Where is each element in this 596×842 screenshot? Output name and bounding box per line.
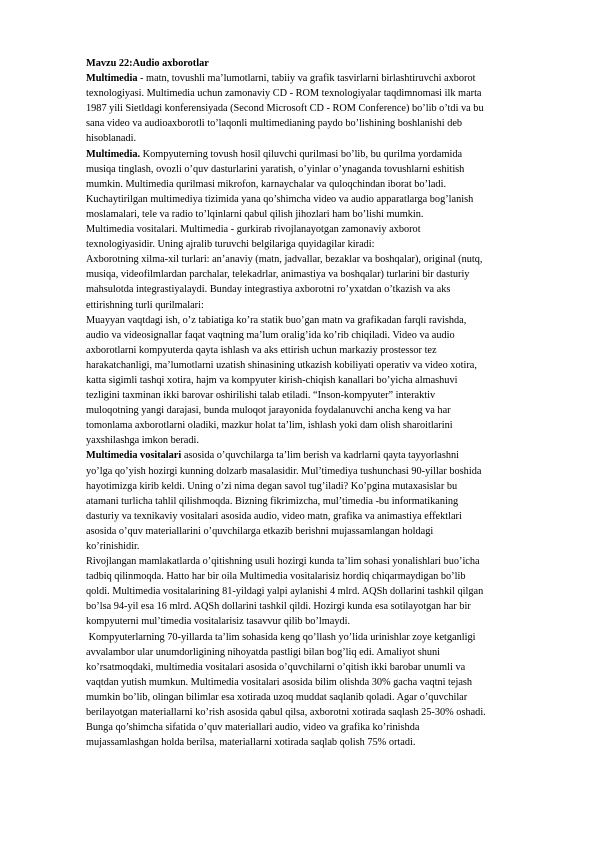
text-line: mujassamlashgan holda berilsa, materiallarni xotirada saqlab qolish 75% ortadi. bbox=[86, 737, 416, 749]
paragraph-3 bbox=[86, 222, 532, 252]
paragraph-5 bbox=[86, 313, 532, 449]
paragraph-2 bbox=[86, 147, 532, 222]
paragraph-1 bbox=[86, 71, 532, 146]
text-line: hisoblanadi. bbox=[86, 133, 137, 145]
text-line: Axborotning xilma-xil turlari: an’anaviy (matn, jadvallar, bezaklar va boshqalar), original (nutq, bbox=[86, 254, 483, 266]
text-line: tadbiq qilinmoqda. Hatto har bir oila Multimedia vositalarisiz hordiq chiqarmaydigan bo’lib bbox=[86, 571, 466, 583]
text-line: qoldi. Multimedia vositalarining 81-yildagi yalpi aylanishi 4 mlrd. AQSh dollarini tashkil qilgan bbox=[86, 586, 484, 598]
text-line: moslamalari, tele va radio to’lqinlarni qabul qilish jihozlari ham bo’lishi mumkin. bbox=[86, 208, 424, 220]
text-line: dasturiy va texnikaviy vositalari asosida audio, video matn, grafika va animastiya effektlari bbox=[86, 510, 462, 522]
text-line: asosida o’quv materiallarini o’quvchilarga etkazib berishni mujassamlangan holdagi bbox=[86, 525, 434, 537]
paragraph-4 bbox=[86, 252, 532, 312]
text-line: Kompyuterlarning 70-yillarda ta’lim sohasida keng qo’llash yo’lida urinishlar zoye ketganligi bbox=[86, 631, 476, 643]
term-multimedia: Multimedia bbox=[86, 73, 138, 85]
paragraph-6 bbox=[86, 448, 532, 554]
text-line: texnologiyasidir. Uning ajralib turuvchi belgilariga quyidagilar kiradi: bbox=[86, 239, 375, 251]
text-line: avvalambor ular unumdorligining nihoyatda pastligi bilan bog’liq edi. Amaliyot shuni bbox=[86, 646, 441, 658]
text-line: mumkin. Multimedia qurilmasi mikrofon, karnaychalar va quloqchindan iborat bo’ladi. bbox=[86, 178, 447, 190]
text-line: harakatchanligi, ma’lumotlarni uzatish shinasining utkazish kobiliyati operativ va video xotira, bbox=[86, 359, 477, 371]
text-line: 1987 yili Sietldagi konferensiyada (Second Microsoft CD - ROM Conference) bo’lib o’tdi va bu bbox=[86, 103, 484, 115]
text-line: axborotlarni kompyuterda qayta ishlash va aks ettirish uchun markaziy prostessor tez bbox=[86, 344, 437, 356]
text-line: mumkin bo’lib, olingan bilimlar esa xotirada uzoq muddat saqlanib qoladi. Agar o’quvchilar bbox=[86, 691, 468, 703]
text-line: Kuchaytirilgan multimediya tizimida yana qo’shimcha video va audio apparatlarga bog’lanish bbox=[86, 193, 474, 205]
text-line: musiqa, videofilmlardan parchalar, telekadrlar, animastiya va boshqalar) turlarini bir dasturiy bbox=[86, 269, 470, 281]
text-line: ettirishning turli qurilmalari: bbox=[86, 299, 204, 311]
text-line: musiqa tinglash, ovozli o’quv dasturlarini yaratish, o’yinlar o’ynaganda tovushlarni eshitish bbox=[86, 163, 465, 175]
text-line: yo’lga qo’yish hozirgi kunning dolzarb masalasidir. Mul’timediya tushunchasi 90-yillar boshida bbox=[86, 465, 482, 477]
text-line: - matn, tovushli ma’lumotlarni, tabiiy va grafik tasvirlarni birlashtiruvchi axborot bbox=[137, 73, 476, 85]
paragraph-8 bbox=[86, 630, 532, 751]
text-line: Multimedia vositalari. Multimedia - gurkirab rivojlanayotgan zamonaviy axborot bbox=[86, 224, 421, 236]
text-line: Kompyuterning tovush hosil qiluvchi qurilmasi bo’lib, bu qurilma yordamida bbox=[140, 148, 463, 160]
text-line: sana video va audioaxborotli to’laqonli multimedianing paydo bo’lishining boshlanishi deb bbox=[86, 118, 463, 130]
term-multimedia-2: Multimedia. bbox=[86, 148, 141, 160]
text-line: hayotimizga kirib keldi. Uning o’zi nima degan savol tug’iladi? Ko’pgina mutaxasislar bu bbox=[86, 480, 458, 492]
term-multimedia-vositalari: Multimedia vositalari bbox=[86, 450, 182, 462]
text-line: berilayotgan materiallarni ko’rish asosida qabul qilsa, axborotni xotirada saqlash 25-30% oshadi. bbox=[86, 707, 486, 719]
paragraph-7 bbox=[86, 554, 532, 629]
text-line: audio va videosignallar faqat vaqtning ma’lum oralig’ida ko’rib chiqiladi. Video va audio bbox=[86, 329, 455, 341]
text-line: Bunga qo’shimcha sifatida o’quv materiallari audio, video va grafika ko’rinishda bbox=[86, 722, 420, 734]
text-line: muloqotning yangi darajasi, bunda muloqot jarayonida foydalanuvchi ancha keng va har bbox=[86, 405, 451, 417]
text-line: Muayyan vaqtdagi ish, o’z tabiatiga ko’ra statik buo’gan matn va grafikadan farqli ravishda, bbox=[86, 314, 467, 326]
text-line: tomonlama axborotlarni oladiki, mazkur holat ta’lim, ishlash yoki dam olish sharoitlarini bbox=[86, 420, 453, 432]
text-line: ko’rsatmoqdaki, multimedia vositalari asosida o’quvchilarni o’qitish ikki barobar unumli va bbox=[86, 661, 466, 673]
text-line: vaqtdan yutish mumkun. Multimedia vositalari asosida bilim olishda 30% gacha vaqtni tejash bbox=[86, 676, 473, 688]
document-page bbox=[86, 56, 532, 750]
text-line: bo’lsa 94-yil esa 16 mlrd. AQSh dollarini tashkil qildi. Hozirgi kunda esa sotilayotgan har bir bbox=[86, 601, 471, 613]
text-line: katta sigimli tashqi xotira, hajm va kompyuter kirish-chiqish kanallari bo’yicha almashuvi bbox=[86, 374, 458, 386]
text-line: mahsulotda integrastiyalaydi. Bunday integrastiya axborotni ro’yxatdan o’tkazish va aks bbox=[86, 284, 451, 296]
text-line: texnologiyasi. Multimedia uchun zamonaviy CD - ROM texnologiyalar taqdimnomasi ilk marta bbox=[86, 88, 482, 100]
text-line: asosida o’quvchilarga ta’lim berish va kadrlarni qayta tayyorlashni bbox=[181, 450, 459, 462]
text-line: kompyuterni mul’timedia vositalarisiz tasavvur qilib bo’lmaydi. bbox=[86, 616, 351, 628]
text-line: ko’rinishidir. bbox=[86, 541, 140, 552]
text-line: atamani turlicha tahlil qilishmoqda. Bizning fikrimizcha, mul’timedia -bu informatikaning bbox=[86, 495, 459, 507]
text-line: yaxshilashga imkon beradi. bbox=[86, 435, 199, 447]
page-title: Mavzu 22:Audio axborotlar bbox=[86, 58, 209, 69]
text-line: Rivojlangan mamlakatlarda o’qitishning usuli hozirgi kunda ta’lim sohasi yonalishlari buo’icha bbox=[86, 556, 480, 568]
text-line: tezligini taxminan ikki barovar oshirilishi talab etiladi. “Inson-kompyuter” interaktiv bbox=[86, 390, 436, 402]
